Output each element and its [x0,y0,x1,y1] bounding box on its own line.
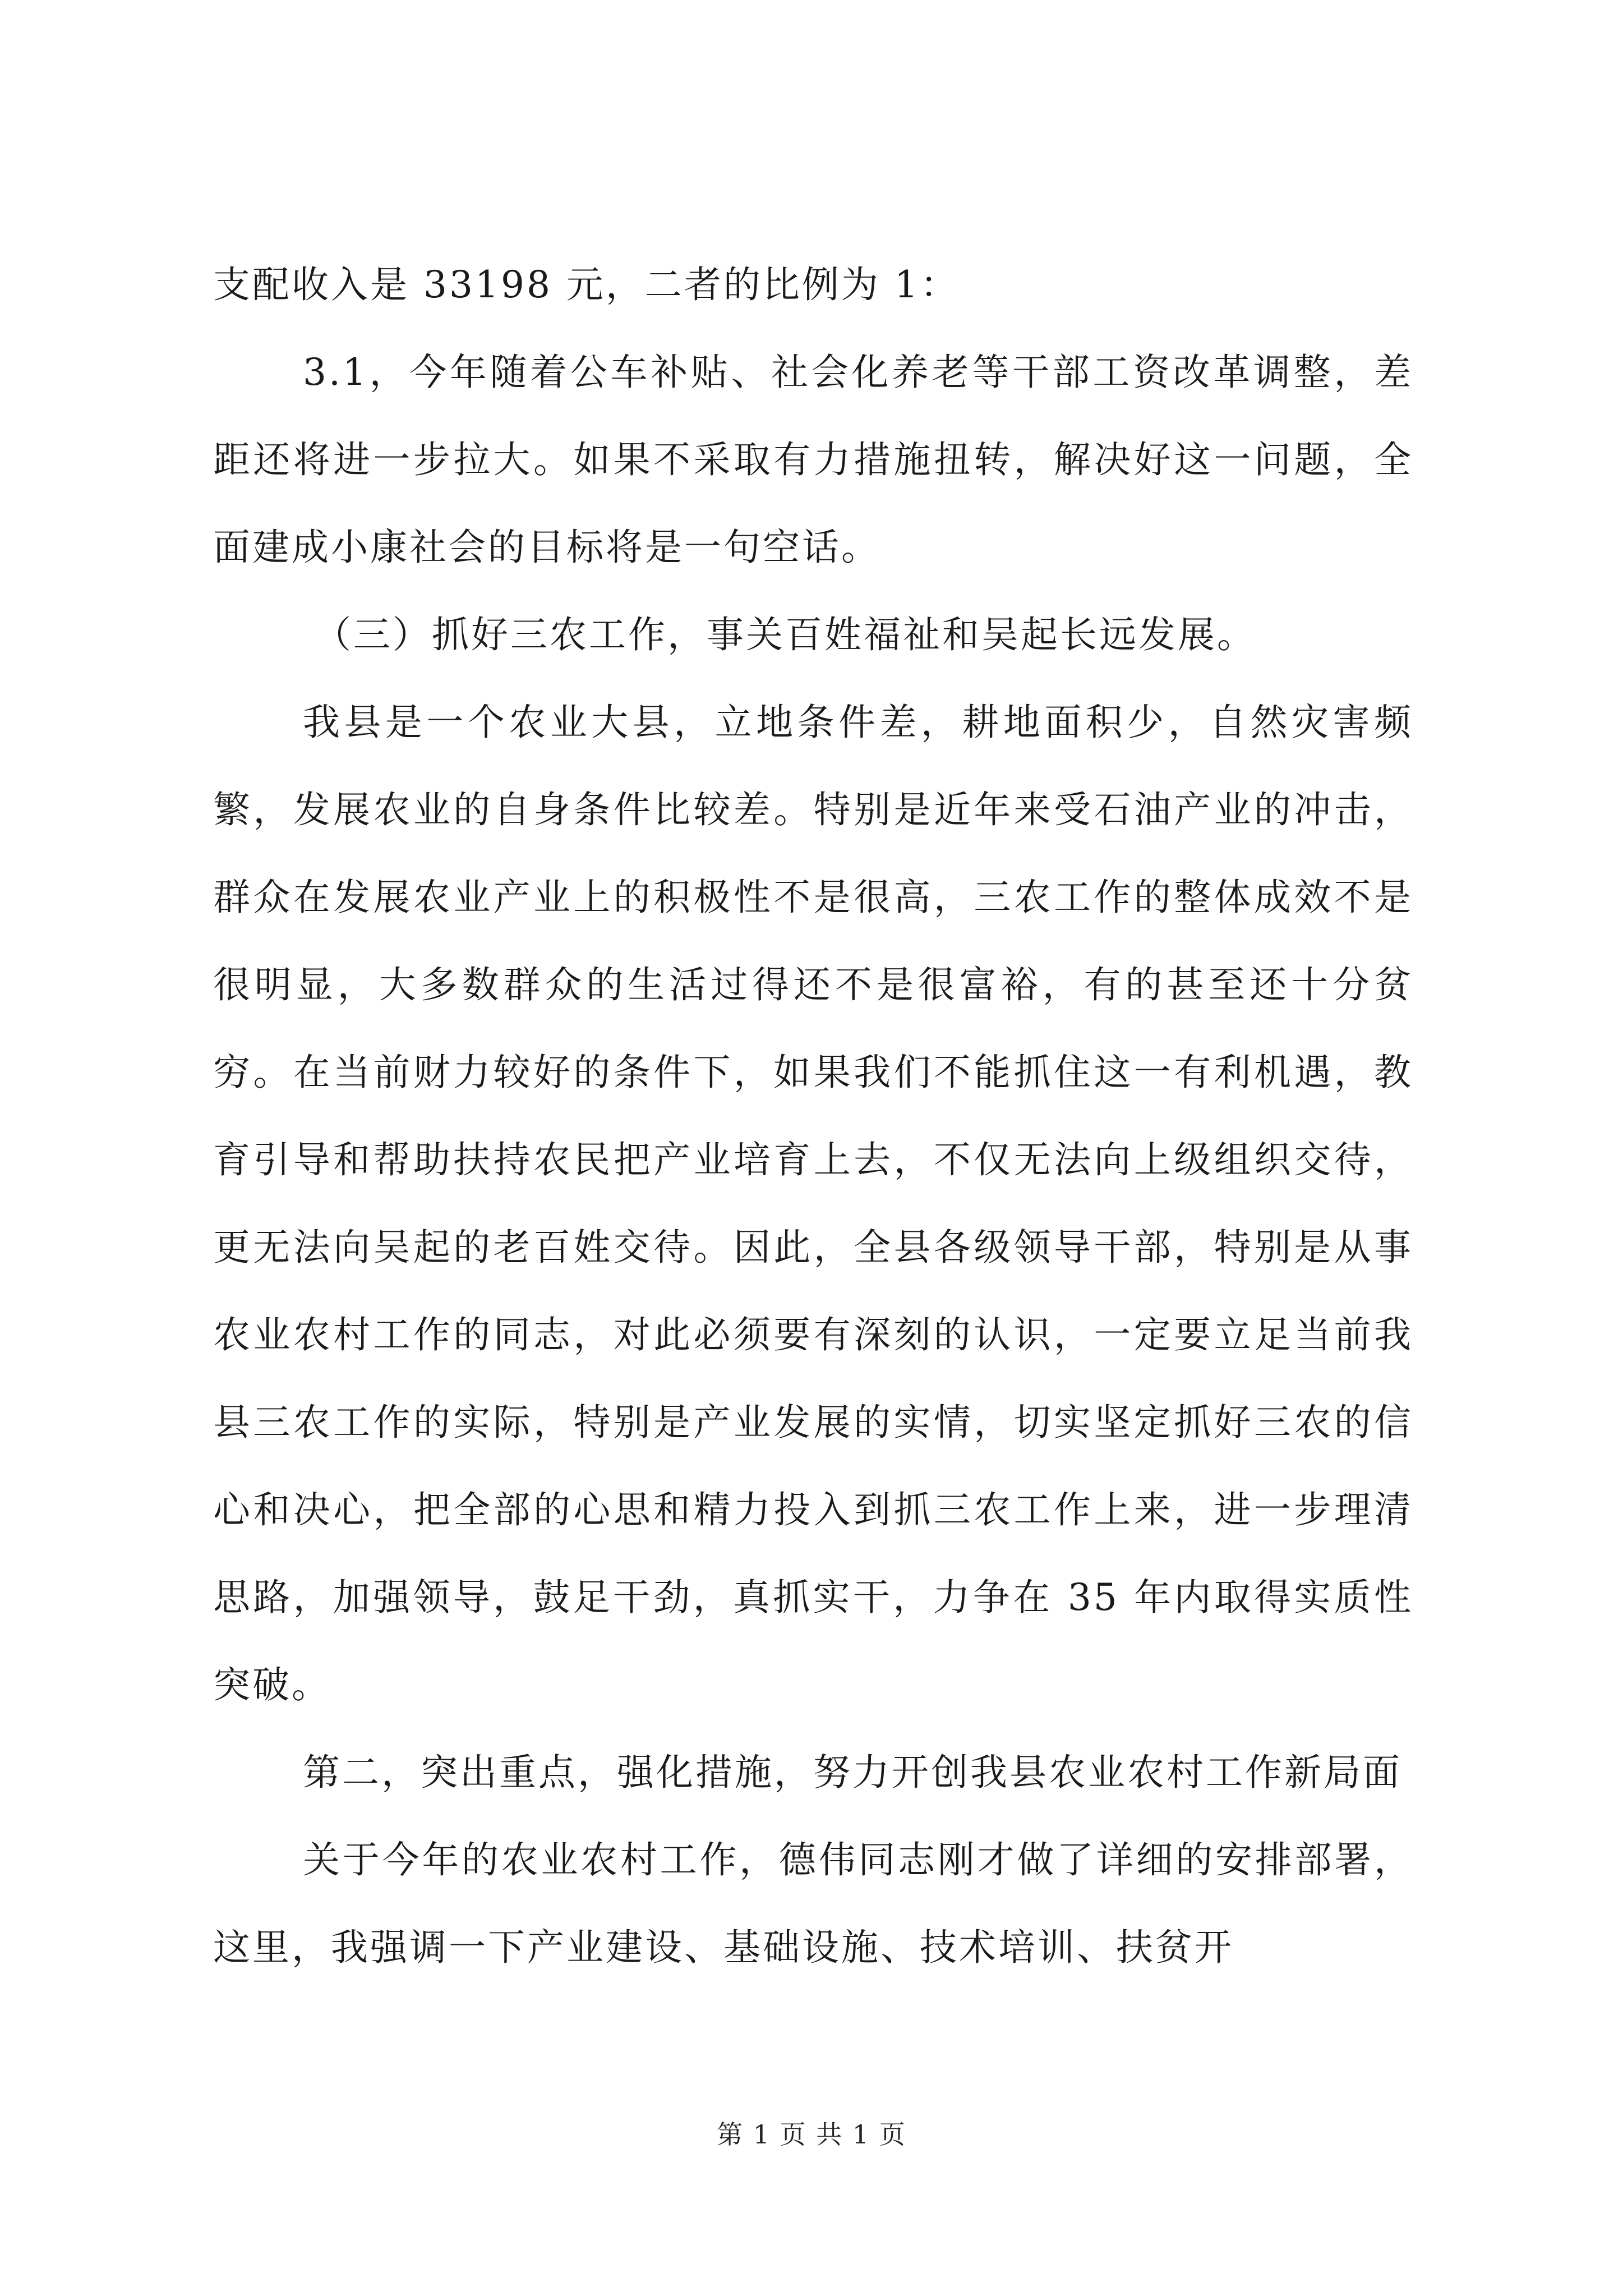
paragraph-income-gap: 3.1，今年随着公车补贴、社会化养老等干部工资改革调整，差距还将进一步拉大。如果不采取有力措施扭转，解决好这一问题，全面建成小康社会的目标将是一句空话。 [213,351,1413,569]
document-body [213,241,1413,1991]
section-heading-second: 第二，突出重点，强化措施，努力开创我县农业农村工作新局面 [303,1751,1402,1794]
paragraph-continuation: 支配收入是 33198 元，二者的比例为 1： [213,263,960,306]
section-heading-three: （三）抓好三农工作，事关百姓福祉和吴起长远发展。 [314,613,1256,656]
paragraph-this-year-work: 关于今年的农业农村工作，德伟同志刚才做了详细的安排部署，这里，我强调一下产业建设、基础设施、技术培训、扶贫开 [213,1838,1413,1969]
paragraph-county-agriculture: 我县是一个农业大县，立地条件差，耕地面积少，自然灾害频繁，发展农业的自身条件比较差。特别是近年来受石油产业的冲击，群众在发展农业产业上的积极性不是很高，三农工作的整体成效不是很明显，大多数群众的生活过得还不是很富裕，有的甚至还十分贫穷。在当前财力较好的条件下，如果我们不能抓住这一有利机遇，教育引导和帮助扶持农民把产业培育上去，不仅无法向上级组织交待，更无法向吴起的老百姓交待。因此，全县各级领导干部，特别是从事农业农村工作的同志，对此必须要有深刻的认识，一定要立足当前我县三农工作的实际，特别是产业发展的实情，切实坚定抓好三农的信心和决心，把全部的心思和精力投入到抓三农工作上来，进一步理清思路，加强领导，鼓足干劲，真抓实干，力争在 35 年内取得实质性突破。 [213,701,1413,1706]
page-footer: 第 1 页 共 1 页 [717,2119,906,2150]
